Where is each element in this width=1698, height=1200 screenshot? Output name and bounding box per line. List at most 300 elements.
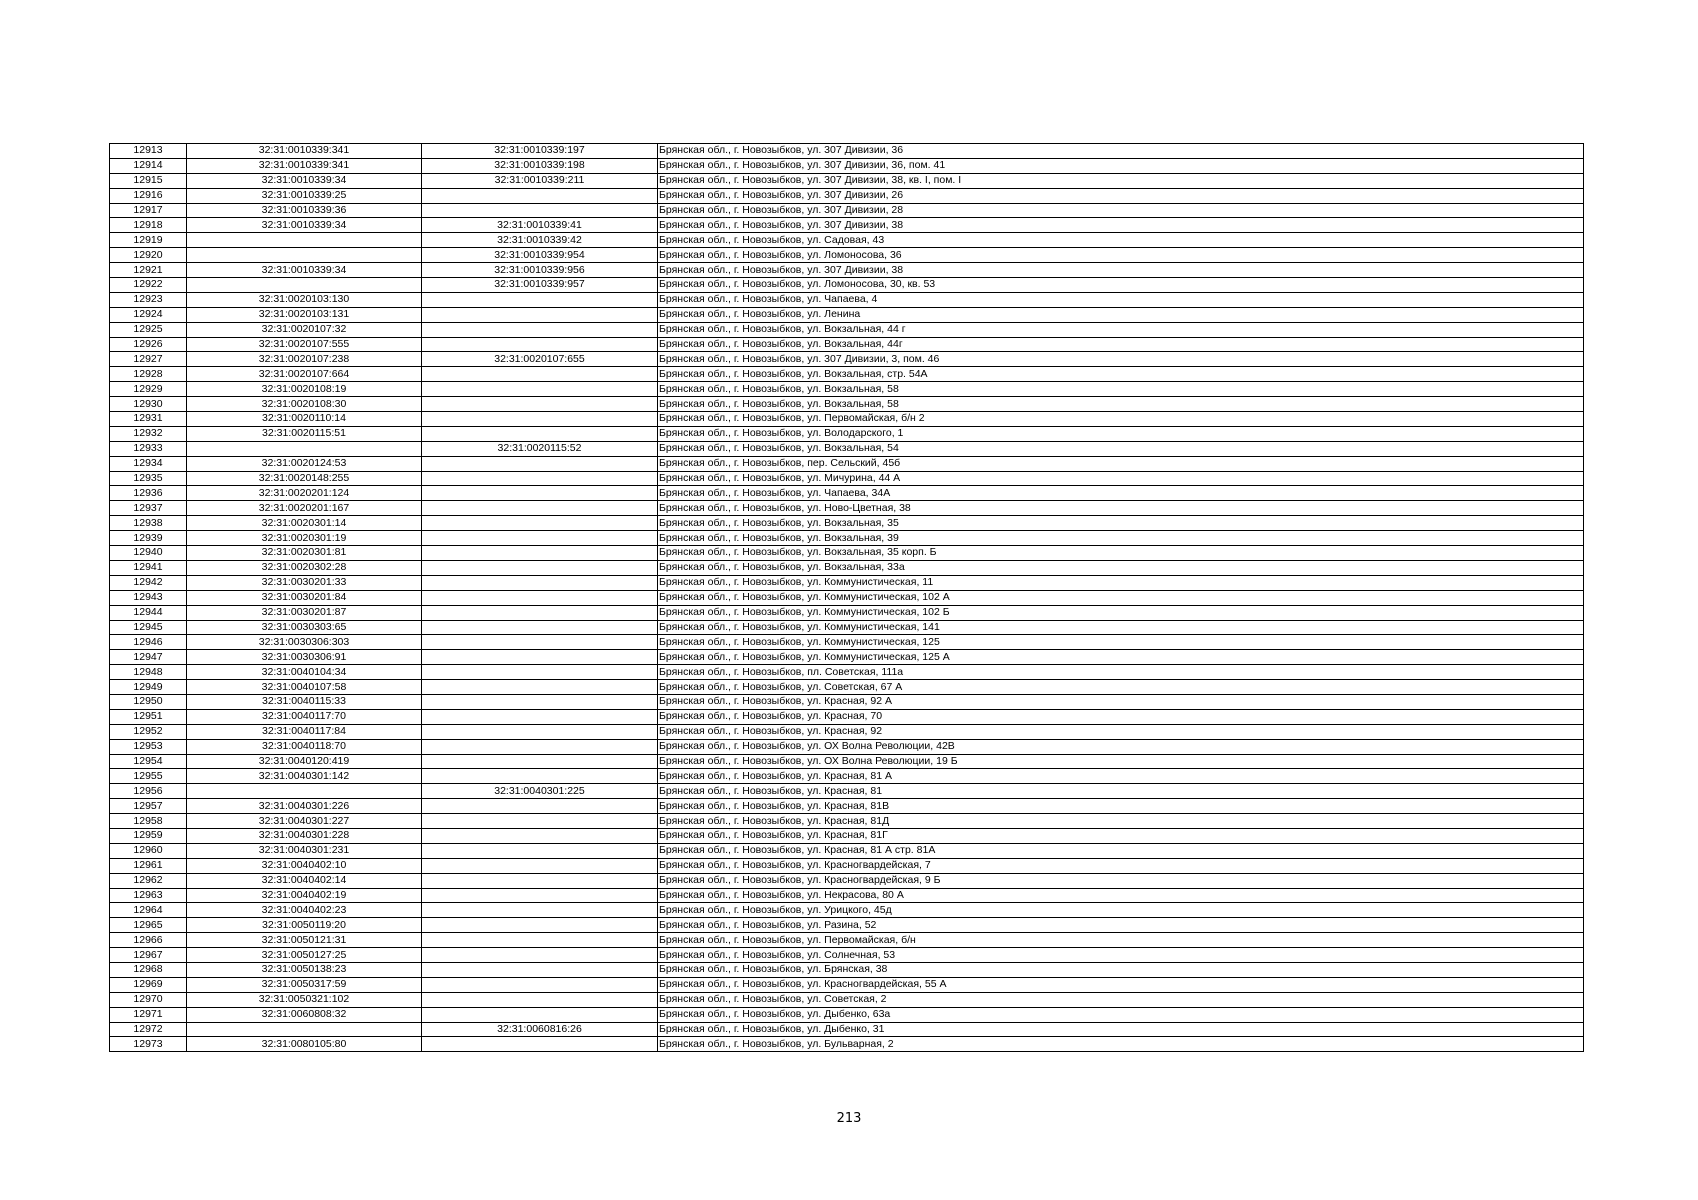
related-cadastral-number-cell [422, 546, 658, 561]
address-cell: Брянская обл., г. Новозыбков, ул. Вокзальная, 39 [658, 531, 1584, 546]
related-cadastral-number-cell [422, 397, 658, 412]
address-cell: Брянская обл., г. Новозыбков, пл. Советская, 111а [658, 665, 1584, 680]
cadastral-number-cell: 32:31:0040301:142 [187, 769, 422, 784]
address-cell: Брянская обл., г. Новозыбков, ул. 307 Дивизии, 26 [658, 188, 1584, 203]
table-row [110, 560, 1584, 575]
address-cell: Брянская обл., г. Новозыбков, ул. Вокзальная, 58 [658, 382, 1584, 397]
table-row [110, 1037, 1584, 1052]
cadastral-number-cell: 32:31:0050121:31 [187, 933, 422, 948]
row-number-cell: 12950 [110, 694, 187, 709]
address-cell: Брянская обл., г. Новозыбков, ул. Дыбенко, 31 [658, 1022, 1584, 1037]
cadastral-number-cell: 32:31:0010339:34 [187, 173, 422, 188]
cadastral-number-cell: 32:31:0050321:102 [187, 992, 422, 1007]
table-row [110, 918, 1584, 933]
related-cadastral-number-cell [422, 843, 658, 858]
table-row [110, 292, 1584, 307]
table-row [110, 144, 1584, 159]
address-cell: Брянская обл., г. Новозыбков, ул. Красная, 81В [658, 799, 1584, 814]
related-cadastral-number-cell: 32:31:0040301:225 [422, 784, 658, 799]
table-row [110, 322, 1584, 337]
table-row [110, 158, 1584, 173]
related-cadastral-number-cell: 32:31:0010339:957 [422, 278, 658, 293]
row-number-cell: 12941 [110, 560, 187, 575]
related-cadastral-number-cell: 32:31:0010339:956 [422, 263, 658, 278]
cadastral-number-cell [187, 441, 422, 456]
cadastral-number-cell: 32:31:0040118:70 [187, 739, 422, 754]
address-cell: Брянская обл., г. Новозыбков, ул. 307 Дивизии, 36 [658, 144, 1584, 159]
table-row [110, 575, 1584, 590]
row-number-cell: 12948 [110, 665, 187, 680]
address-cell: Брянская обл., г. Новозыбков, ул. Красногвардейская, 7 [658, 858, 1584, 873]
cadastral-number-cell: 32:31:0010339:341 [187, 158, 422, 173]
related-cadastral-number-cell [422, 709, 658, 724]
table-row [110, 263, 1584, 278]
address-cell: Брянская обл., г. Новозыбков, ул. Разина, 52 [658, 918, 1584, 933]
related-cadastral-number-cell: 32:31:0010339:954 [422, 248, 658, 263]
table-row [110, 739, 1584, 754]
address-cell: Брянская обл., г. Новозыбков, ул. Мичурина, 44 А [658, 471, 1584, 486]
row-number-cell: 12936 [110, 486, 187, 501]
row-number-cell: 12925 [110, 322, 187, 337]
related-cadastral-number-cell [422, 828, 658, 843]
related-cadastral-number-cell: 32:31:0010339:198 [422, 158, 658, 173]
cadastral-number-cell: 32:31:0020124:53 [187, 456, 422, 471]
row-number-cell: 12952 [110, 724, 187, 739]
row-number-cell: 12970 [110, 992, 187, 1007]
row-number-cell: 12935 [110, 471, 187, 486]
row-number-cell: 12964 [110, 903, 187, 918]
row-number-cell: 12956 [110, 784, 187, 799]
cadastral-number-cell: 32:31:0040115:33 [187, 694, 422, 709]
related-cadastral-number-cell [422, 188, 658, 203]
row-number-cell: 12946 [110, 635, 187, 650]
related-cadastral-number-cell [422, 992, 658, 1007]
address-cell: Брянская обл., г. Новозыбков, ул. Коммунистическая, 125 [658, 635, 1584, 650]
row-number-cell: 12922 [110, 278, 187, 293]
address-cell: Брянская обл., г. Новозыбков, ул. Вокзальная, 44 г [658, 322, 1584, 337]
cadastral-number-cell: 32:31:0010339:25 [187, 188, 422, 203]
address-cell: Брянская обл., г. Новозыбков, ул. Вокзальная, 44г [658, 337, 1584, 352]
address-cell: Брянская обл., г. Новозыбков, ул. Красная, 70 [658, 709, 1584, 724]
row-number-cell: 12953 [110, 739, 187, 754]
row-number-cell: 12955 [110, 769, 187, 784]
related-cadastral-number-cell [422, 1007, 658, 1022]
table-row [110, 412, 1584, 427]
table-row [110, 873, 1584, 888]
related-cadastral-number-cell [422, 203, 658, 218]
address-cell: Брянская обл., г. Новозыбков, ул. Вокзальная, 58 [658, 397, 1584, 412]
row-number-cell: 12914 [110, 158, 187, 173]
related-cadastral-number-cell: 32:31:0020115:52 [422, 441, 658, 456]
address-cell: Брянская обл., г. Новозыбков, ул. Красная, 81 А [658, 769, 1584, 784]
table-row [110, 977, 1584, 992]
table-row [110, 694, 1584, 709]
related-cadastral-number-cell [422, 620, 658, 635]
table-row [110, 680, 1584, 695]
table-row [110, 426, 1584, 441]
address-cell: Брянская обл., г. Новозыбков, ул. 307 Дивизии, 36, пом. 41 [658, 158, 1584, 173]
row-number-cell: 12957 [110, 799, 187, 814]
table-row [110, 546, 1584, 561]
address-cell: Брянская обл., г. Новозыбков, ул. Красногвардейская, 55 А [658, 977, 1584, 992]
cadastral-number-cell: 32:31:0040117:70 [187, 709, 422, 724]
row-number-cell: 12930 [110, 397, 187, 412]
cadastral-number-cell [187, 1022, 422, 1037]
cadastral-number-cell: 32:31:0010339:36 [187, 203, 422, 218]
row-number-cell: 12921 [110, 263, 187, 278]
table-row [110, 814, 1584, 829]
row-number-cell: 12931 [110, 412, 187, 427]
table-row [110, 784, 1584, 799]
related-cadastral-number-cell: 32:31:0010339:197 [422, 144, 658, 159]
table-row [110, 843, 1584, 858]
related-cadastral-number-cell [422, 814, 658, 829]
address-cell: Брянская обл., г. Новозыбков, ул. Красная, 81Д [658, 814, 1584, 829]
address-cell: Брянская обл., г. Новозыбков, пер. Сельский, 45б [658, 456, 1584, 471]
address-cell: Брянская обл., г. Новозыбков, ул. Вокзальная, 35 корп. Б [658, 546, 1584, 561]
address-cell: Брянская обл., г. Новозыбков, ул. Советская, 2 [658, 992, 1584, 1007]
cadastral-number-cell: 32:31:0010339:34 [187, 263, 422, 278]
address-cell: Брянская обл., г. Новозыбков, ул. Вокзальная, 35 [658, 516, 1584, 531]
related-cadastral-number-cell [422, 307, 658, 322]
address-cell: Брянская обл., г. Новозыбков, ул. Чапаева, 34А [658, 486, 1584, 501]
cadastral-number-cell: 32:31:0020108:30 [187, 397, 422, 412]
address-cell: Брянская обл., г. Новозыбков, ул. Ломоносова, 36 [658, 248, 1584, 263]
address-cell: Брянская обл., г. Новозыбков, ул. Красная, 81Г [658, 828, 1584, 843]
table-row [110, 218, 1584, 233]
cadastral-number-cell: 32:31:0020301:81 [187, 546, 422, 561]
related-cadastral-number-cell [422, 858, 658, 873]
row-number-cell: 12920 [110, 248, 187, 263]
cadastral-number-cell [187, 784, 422, 799]
related-cadastral-number-cell [422, 412, 658, 427]
cadastral-number-cell: 32:31:0060808:32 [187, 1007, 422, 1022]
table-row [110, 665, 1584, 680]
cadastral-number-cell: 32:31:0020108:19 [187, 382, 422, 397]
table-row [110, 203, 1584, 218]
address-cell: Брянская обл., г. Новозыбков, ул. Первомайская, б/н 2 [658, 412, 1584, 427]
table-row [110, 233, 1584, 248]
cadastral-number-cell: 32:31:0030201:84 [187, 590, 422, 605]
row-number-cell: 12971 [110, 1007, 187, 1022]
row-number-cell: 12917 [110, 203, 187, 218]
row-number-cell: 12962 [110, 873, 187, 888]
row-number-cell: 12949 [110, 680, 187, 695]
related-cadastral-number-cell: 32:31:0060816:26 [422, 1022, 658, 1037]
row-number-cell: 12938 [110, 516, 187, 531]
address-cell: Брянская обл., г. Новозыбков, ул. Коммунистическая, 125 А [658, 650, 1584, 665]
cadastral-number-cell: 32:31:0020103:130 [187, 292, 422, 307]
address-cell: Брянская обл., г. Новозыбков, ул. Первомайская, б/н [658, 933, 1584, 948]
row-number-cell: 12966 [110, 933, 187, 948]
page-number: 213 [836, 1111, 862, 1126]
table-row [110, 620, 1584, 635]
address-cell: Брянская обл., г. Новозыбков, ул. Урицкого, 45д [658, 903, 1584, 918]
row-number-cell: 12939 [110, 531, 187, 546]
cadastral-number-cell [187, 248, 422, 263]
cadastral-number-cell: 32:31:0010339:34 [187, 218, 422, 233]
address-cell: Брянская обл., г. Новозыбков, ул. Советская, 67 А [658, 680, 1584, 695]
row-number-cell: 12919 [110, 233, 187, 248]
cadastral-number-cell: 32:31:0030306:91 [187, 650, 422, 665]
table-row [110, 858, 1584, 873]
related-cadastral-number-cell [422, 382, 658, 397]
row-number-cell: 12929 [110, 382, 187, 397]
cadastral-number-cell: 32:31:0040301:226 [187, 799, 422, 814]
cadastral-number-cell: 32:31:0040402:10 [187, 858, 422, 873]
cadastral-number-cell: 32:31:0050119:20 [187, 918, 422, 933]
related-cadastral-number-cell [422, 501, 658, 516]
cadastral-number-cell: 32:31:0020201:167 [187, 501, 422, 516]
row-number-cell: 12943 [110, 590, 187, 605]
row-number-cell: 12927 [110, 352, 187, 367]
table-row [110, 337, 1584, 352]
registry-table [109, 143, 1584, 1052]
cadastral-number-cell: 32:31:0040301:227 [187, 814, 422, 829]
cadastral-number-cell: 32:31:0030201:87 [187, 605, 422, 620]
related-cadastral-number-cell [422, 531, 658, 546]
table-row [110, 367, 1584, 382]
table-row [110, 799, 1584, 814]
row-number-cell: 12959 [110, 828, 187, 843]
address-cell: Брянская обл., г. Новозыбков, ул. Коммунистическая, 102 А [658, 590, 1584, 605]
address-cell: Брянская обл., г. Новозыбков, ул. Чапаева, 4 [658, 292, 1584, 307]
table-row [110, 516, 1584, 531]
row-number-cell: 12951 [110, 709, 187, 724]
table-row [110, 635, 1584, 650]
row-number-cell: 12940 [110, 546, 187, 561]
table-row [110, 933, 1584, 948]
table-row [110, 248, 1584, 263]
related-cadastral-number-cell: 32:31:0010339:211 [422, 173, 658, 188]
row-number-cell: 12960 [110, 843, 187, 858]
address-cell: Брянская обл., г. Новозыбков, ул. Красная, 81 А стр. 81А [658, 843, 1584, 858]
address-cell: Брянская обл., г. Новозыбков, ул. Красная, 92 [658, 724, 1584, 739]
cadastral-number-cell: 32:31:0050317:59 [187, 977, 422, 992]
row-number-cell: 12945 [110, 620, 187, 635]
row-number-cell: 12937 [110, 501, 187, 516]
address-cell: Брянская обл., г. Новозыбков, ул. Вокзальная, стр. 54А [658, 367, 1584, 382]
table-row [110, 188, 1584, 203]
cadastral-number-cell: 32:31:0040301:231 [187, 843, 422, 858]
row-number-cell: 12918 [110, 218, 187, 233]
table-row [110, 948, 1584, 963]
related-cadastral-number-cell [422, 948, 658, 963]
address-cell: Брянская обл., г. Новозыбков, ул. Некрасова, 80 А [658, 888, 1584, 903]
cadastral-number-cell: 32:31:0050127:25 [187, 948, 422, 963]
table-row [110, 605, 1584, 620]
cadastral-number-cell: 32:31:0040117:84 [187, 724, 422, 739]
cadastral-number-cell: 32:31:0030306:303 [187, 635, 422, 650]
table-row [110, 590, 1584, 605]
table-row [110, 962, 1584, 977]
related-cadastral-number-cell [422, 575, 658, 590]
related-cadastral-number-cell: 32:31:0010339:42 [422, 233, 658, 248]
row-number-cell: 12947 [110, 650, 187, 665]
related-cadastral-number-cell [422, 590, 658, 605]
cadastral-number-cell: 32:31:0020107:664 [187, 367, 422, 382]
address-cell: Брянская обл., г. Новозыбков, ул. Дыбенко, 63а [658, 1007, 1584, 1022]
cadastral-number-cell: 32:31:0040120:419 [187, 754, 422, 769]
table-row [110, 307, 1584, 322]
address-cell: Брянская обл., г. Новозыбков, ул. Коммунистическая, 141 [658, 620, 1584, 635]
table-row [110, 828, 1584, 843]
address-cell: Брянская обл., г. Новозыбков, ул. Садовая, 43 [658, 233, 1584, 248]
related-cadastral-number-cell [422, 322, 658, 337]
table-row [110, 352, 1584, 367]
address-cell: Брянская обл., г. Новозыбков, ул. ОХ Волна Революции, 42В [658, 739, 1584, 754]
address-cell: Брянская обл., г. Новозыбков, ул. 307 Дивизии, 38 [658, 263, 1584, 278]
row-number-cell: 12932 [110, 426, 187, 441]
row-number-cell: 12916 [110, 188, 187, 203]
related-cadastral-number-cell: 32:31:0020107:655 [422, 352, 658, 367]
table-row [110, 650, 1584, 665]
table-row [110, 486, 1584, 501]
related-cadastral-number-cell [422, 694, 658, 709]
related-cadastral-number-cell [422, 680, 658, 695]
row-number-cell: 12958 [110, 814, 187, 829]
cadastral-number-cell: 32:31:0040301:228 [187, 828, 422, 843]
related-cadastral-number-cell [422, 873, 658, 888]
cadastral-number-cell: 32:31:0040104:34 [187, 665, 422, 680]
table-row [110, 531, 1584, 546]
related-cadastral-number-cell [422, 962, 658, 977]
table-row [110, 992, 1584, 1007]
address-cell: Брянская обл., г. Новозыбков, ул. Солнечная, 53 [658, 948, 1584, 963]
address-cell: Брянская обл., г. Новозыбков, ул. Ломоносова, 30, кв. 53 [658, 278, 1584, 293]
table-row [110, 456, 1584, 471]
related-cadastral-number-cell [422, 769, 658, 784]
related-cadastral-number-cell [422, 977, 658, 992]
related-cadastral-number-cell [422, 799, 658, 814]
row-number-cell: 12923 [110, 292, 187, 307]
row-number-cell: 12954 [110, 754, 187, 769]
address-cell: Брянская обл., г. Новозыбков, ул. Коммунистическая, 11 [658, 575, 1584, 590]
address-cell: Брянская обл., г. Новозыбков, ул. Ново-Цветная, 38 [658, 501, 1584, 516]
cadastral-number-cell: 32:31:0020103:131 [187, 307, 422, 322]
address-cell: Брянская обл., г. Новозыбков, ул. Красная, 92 А [658, 694, 1584, 709]
address-cell: Брянская обл., г. Новозыбков, ул. 307 Дивизии, 3, пом. 46 [658, 352, 1584, 367]
table-row [110, 888, 1584, 903]
address-cell: Брянская обл., г. Новозыбков, ул. Красногвардейская, 9 Б [658, 873, 1584, 888]
related-cadastral-number-cell [422, 1037, 658, 1052]
address-cell: Брянская обл., г. Новозыбков, ул. Ленина [658, 307, 1584, 322]
address-cell: Брянская обл., г. Новозыбков, ул. Брянская, 38 [658, 962, 1584, 977]
row-number-cell: 12915 [110, 173, 187, 188]
row-number-cell: 12913 [110, 144, 187, 159]
cadastral-number-cell [187, 233, 422, 248]
cadastral-number-cell: 32:31:0020107:555 [187, 337, 422, 352]
related-cadastral-number-cell [422, 888, 658, 903]
cadastral-number-cell: 32:31:0080105:80 [187, 1037, 422, 1052]
row-number-cell: 12973 [110, 1037, 187, 1052]
row-number-cell: 12926 [110, 337, 187, 352]
related-cadastral-number-cell [422, 739, 658, 754]
row-number-cell: 12965 [110, 918, 187, 933]
related-cadastral-number-cell [422, 426, 658, 441]
related-cadastral-number-cell [422, 724, 658, 739]
related-cadastral-number-cell [422, 635, 658, 650]
address-cell: Брянская обл., г. Новозыбков, ул. Красная, 81 [658, 784, 1584, 799]
related-cadastral-number-cell [422, 754, 658, 769]
registry-table-body [110, 144, 1584, 1052]
table-row [110, 278, 1584, 293]
related-cadastral-number-cell [422, 665, 658, 680]
address-cell: Брянская обл., г. Новозыбков, ул. 307 Дивизии, 28 [658, 203, 1584, 218]
cadastral-number-cell: 32:31:0040402:23 [187, 903, 422, 918]
table-row [110, 1022, 1584, 1037]
table-row [110, 441, 1584, 456]
row-number-cell: 12963 [110, 888, 187, 903]
table-row [110, 501, 1584, 516]
cadastral-number-cell: 32:31:0040402:14 [187, 873, 422, 888]
address-cell: Брянская обл., г. Новозыбков, ул. 307 Дивизии, 38, кв. I, пом. I [658, 173, 1584, 188]
row-number-cell: 12969 [110, 977, 187, 992]
related-cadastral-number-cell [422, 605, 658, 620]
related-cadastral-number-cell [422, 933, 658, 948]
table-row [110, 382, 1584, 397]
address-cell: Брянская обл., г. Новозыбков, ул. 307 Дивизии, 38 [658, 218, 1584, 233]
row-number-cell: 12968 [110, 962, 187, 977]
address-cell: Брянская обл., г. Новозыбков, ул. ОХ Волна Революции, 19 Б [658, 754, 1584, 769]
cadastral-number-cell: 32:31:0040402:19 [187, 888, 422, 903]
table-row [110, 397, 1584, 412]
related-cadastral-number-cell [422, 486, 658, 501]
cadastral-number-cell: 32:31:0010339:341 [187, 144, 422, 159]
related-cadastral-number-cell [422, 292, 658, 307]
address-cell: Брянская обл., г. Новозыбков, ул. Володарского, 1 [658, 426, 1584, 441]
address-cell: Брянская обл., г. Новозыбков, ул. Вокзальная, 54 [658, 441, 1584, 456]
related-cadastral-number-cell [422, 456, 658, 471]
related-cadastral-number-cell [422, 516, 658, 531]
related-cadastral-number-cell [422, 903, 658, 918]
related-cadastral-number-cell [422, 560, 658, 575]
cadastral-number-cell: 32:31:0020110:14 [187, 412, 422, 427]
cadastral-number-cell: 32:31:0020301:19 [187, 531, 422, 546]
cadastral-number-cell: 32:31:0020301:14 [187, 516, 422, 531]
cadastral-number-cell: 32:31:0020107:238 [187, 352, 422, 367]
row-number-cell: 12961 [110, 858, 187, 873]
related-cadastral-number-cell [422, 367, 658, 382]
table-row [110, 173, 1584, 188]
cadastral-number-cell: 32:31:0040107:58 [187, 680, 422, 695]
row-number-cell: 12942 [110, 575, 187, 590]
address-cell: Брянская обл., г. Новозыбков, ул. Бульварная, 2 [658, 1037, 1584, 1052]
table-row [110, 769, 1584, 784]
cadastral-number-cell: 32:31:0030303:65 [187, 620, 422, 635]
address-cell: Брянская обл., г. Новозыбков, ул. Коммунистическая, 102 Б [658, 605, 1584, 620]
cadastral-number-cell: 32:31:0020302:28 [187, 560, 422, 575]
cadastral-number-cell: 32:31:0050138:23 [187, 962, 422, 977]
cadastral-number-cell [187, 278, 422, 293]
related-cadastral-number-cell [422, 337, 658, 352]
row-number-cell: 12934 [110, 456, 187, 471]
cadastral-number-cell: 32:31:0030201:33 [187, 575, 422, 590]
related-cadastral-number-cell [422, 471, 658, 486]
table-row [110, 724, 1584, 739]
cadastral-number-cell: 32:31:0020201:124 [187, 486, 422, 501]
table-row [110, 903, 1584, 918]
row-number-cell: 12967 [110, 948, 187, 963]
row-number-cell: 12972 [110, 1022, 187, 1037]
row-number-cell: 12924 [110, 307, 187, 322]
cadastral-number-cell: 32:31:0020107:32 [187, 322, 422, 337]
address-cell: Брянская обл., г. Новозыбков, ул. Вокзальная, 33а [658, 560, 1584, 575]
related-cadastral-number-cell [422, 918, 658, 933]
row-number-cell: 12944 [110, 605, 187, 620]
cadastral-number-cell: 32:31:0020148:255 [187, 471, 422, 486]
cadastral-number-cell: 32:31:0020115:51 [187, 426, 422, 441]
